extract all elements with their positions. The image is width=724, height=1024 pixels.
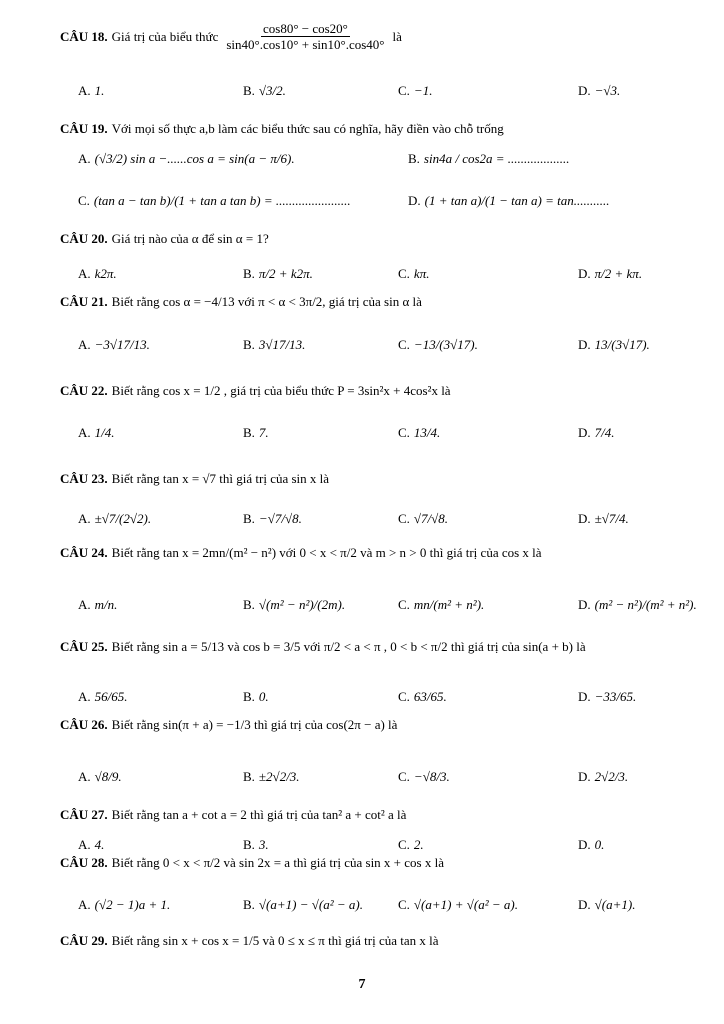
option-d[interactable]	[578, 512, 629, 525]
option-value: √8/9.	[94, 769, 122, 784]
option-letter: D.	[578, 837, 591, 852]
option-c[interactable]	[398, 838, 424, 851]
option-letter: A.	[78, 151, 91, 166]
question-label: CÂU 27.	[60, 807, 108, 822]
option-d[interactable]	[578, 838, 604, 851]
option-letter: B.	[243, 689, 255, 704]
option-letter: A.	[78, 266, 91, 281]
option-value: −3√17/13.	[94, 337, 150, 352]
question-text: Biết rằng tan x = 2mn/(m² − n²) với 0 < x < π/2 và m > n > 0 thì giá trị của cos x là	[111, 545, 542, 560]
option-letter: C.	[398, 266, 410, 281]
question-label: CÂU 25.	[60, 639, 108, 654]
option-letter: C.	[398, 83, 410, 98]
question-stem	[60, 718, 397, 731]
option-b[interactable]	[243, 838, 269, 851]
option-value: 2.	[413, 837, 424, 852]
option-value: (1 + tan a)/(1 − tan a) = tan...........	[424, 193, 610, 208]
option-value: √(a+1) + √(a² − a).	[413, 897, 518, 912]
question-text: Biết rằng sin a = 5/13 và cos b = 3/5 với π/2 < a < π , 0 < b < π/2 thì giá trị của sin(a + b) là	[111, 639, 586, 654]
option-letter: D.	[578, 83, 591, 98]
option-letter: D.	[578, 425, 591, 440]
question-stem	[60, 22, 402, 51]
option-value: √(a+1).	[594, 897, 636, 912]
option-a[interactable]	[78, 512, 151, 525]
option-b[interactable]	[408, 152, 570, 165]
option-d[interactable]	[578, 84, 620, 97]
option-d[interactable]	[408, 194, 609, 207]
option-b[interactable]	[243, 770, 300, 783]
option-value: 13/4.	[413, 425, 441, 440]
fraction-numerator: cos80° − cos20°	[262, 21, 348, 36]
option-letter: B.	[243, 83, 255, 98]
option-value: m/n.	[94, 597, 118, 612]
option-letter: D.	[578, 769, 591, 784]
option-letter: D.	[578, 689, 591, 704]
question-stem	[60, 295, 422, 308]
question-text: Biết rằng cos α = −4/13 với π < α < 3π/2, giá trị của sin α là	[111, 294, 422, 309]
option-letter: D.	[578, 511, 591, 526]
question-text: Giá trị nào của α để sin α = 1?	[111, 231, 269, 246]
option-value: −1.	[413, 83, 433, 98]
question-text: Biết rằng 0 < x < π/2 và sin 2x = a thì giá trị của sin x + cos x là	[111, 855, 444, 870]
option-value: −13/(3√17).	[413, 337, 478, 352]
question-text: Biết rằng sin(π + a) = −1/3 thì giá trị của cos(2π − a) là	[111, 717, 398, 732]
question-stem	[60, 232, 269, 245]
option-letter: B.	[408, 151, 420, 166]
option-value: −√7/√8.	[258, 511, 302, 526]
option-c[interactable]	[398, 598, 484, 611]
option-value: 3√17/13.	[258, 337, 306, 352]
option-letter: A.	[78, 769, 91, 784]
option-letter: D.	[408, 193, 421, 208]
question-text-after: là	[392, 29, 402, 44]
option-letter: C.	[398, 897, 410, 912]
option-a[interactable]	[78, 838, 104, 851]
option-letter: A.	[78, 689, 91, 704]
option-letter: C.	[398, 511, 410, 526]
option-c[interactable]	[398, 267, 429, 280]
option-d[interactable]	[578, 898, 635, 911]
question-stem	[60, 856, 444, 869]
option-value: (m² − n²)/(m² + n²).	[594, 597, 697, 612]
question-stem	[60, 546, 542, 559]
page-number: 7	[358, 977, 366, 992]
question-stem	[60, 122, 504, 135]
option-value: ±√7/4.	[594, 511, 629, 526]
fraction-denominator: sin40°.cos10° + sin10°.cos40°	[226, 37, 385, 52]
option-letter: A.	[78, 425, 91, 440]
option-a[interactable]	[78, 426, 115, 439]
option-b[interactable]	[243, 512, 302, 525]
option-letter: B.	[243, 266, 255, 281]
option-letter: B.	[243, 769, 255, 784]
option-a[interactable]	[78, 267, 117, 280]
option-c[interactable]	[398, 512, 448, 525]
option-a[interactable]	[78, 898, 170, 911]
question-stem	[60, 472, 329, 485]
option-letter: D.	[578, 597, 591, 612]
option-a[interactable]	[78, 84, 104, 97]
option-value: 0.	[594, 837, 605, 852]
option-value: ±2√2/3.	[258, 769, 300, 784]
option-a[interactable]	[78, 770, 122, 783]
option-a[interactable]	[78, 338, 150, 351]
option-c[interactable]	[78, 194, 351, 207]
question-label: CÂU 28.	[60, 855, 108, 870]
question-text: Biết rằng cos x = 1/2 , giá trị của biểu thức P = 3sin²x + 4cos²x là	[111, 383, 451, 398]
option-c[interactable]	[398, 898, 518, 911]
option-value: sin4a / cos2a = ...................	[423, 151, 570, 166]
option-letter: C.	[398, 597, 410, 612]
option-value: 7.	[258, 425, 269, 440]
question-text: Biết rằng sin x + cos x = 1/5 và 0 ≤ x ≤ π thì giá trị của tan x là	[111, 933, 439, 948]
option-value: √(m² − n²)/(2m).	[258, 597, 346, 612]
option-value: (√3/2) sin a −......cos a = sin(a − π/6).	[94, 151, 295, 166]
option-d[interactable]	[578, 338, 650, 351]
option-c[interactable]	[398, 770, 450, 783]
option-letter: D.	[578, 266, 591, 281]
option-letter: A.	[78, 597, 91, 612]
option-letter: A.	[78, 897, 91, 912]
option-value: 3.	[258, 837, 269, 852]
option-value: 7/4.	[594, 425, 615, 440]
question-label: CÂU 29.	[60, 933, 108, 948]
option-a[interactable]	[78, 690, 128, 703]
option-letter: A.	[78, 337, 91, 352]
question-text: Giá trị của biểu thức	[111, 29, 219, 44]
option-value: 4.	[94, 837, 105, 852]
question-label: CÂU 19.	[60, 121, 108, 136]
option-value: (√2 − 1)a + 1.	[94, 897, 171, 912]
option-value: mn/(m² + n²).	[413, 597, 485, 612]
option-b[interactable]	[243, 426, 269, 439]
question-label: CÂU 26.	[60, 717, 108, 732]
option-d[interactable]	[578, 690, 636, 703]
option-value: √(a+1) − √(a² − a).	[258, 897, 363, 912]
option-b[interactable]	[243, 267, 313, 280]
option-a[interactable]	[78, 598, 117, 611]
question-label: CÂU 23.	[60, 471, 108, 486]
option-value: 1.	[94, 83, 105, 98]
question-label: CÂU 20.	[60, 231, 108, 246]
question-stem	[60, 640, 586, 653]
option-c[interactable]	[398, 338, 478, 351]
option-value: 13/(3√17).	[594, 337, 650, 352]
option-value: 0.	[258, 689, 269, 704]
question-text: Biết rằng tan a + cot a = 2 thì giá trị của tan² a + cot² a là	[111, 807, 407, 822]
option-value: 1/4.	[94, 425, 115, 440]
expression-fraction	[224, 22, 386, 51]
option-value: kπ.	[413, 266, 430, 281]
question-text: Với mọi số thực a,b làm các biểu thức sau có nghĩa, hãy điền vào chỗ trống	[111, 121, 504, 136]
question-text: Biết rằng tan x = √7 thì giá trị của sin x là	[111, 471, 330, 486]
option-value: −33/65.	[594, 689, 637, 704]
question-stem	[60, 934, 439, 947]
option-letter: D.	[578, 337, 591, 352]
option-letter: A.	[78, 511, 91, 526]
option-letter: A.	[78, 837, 91, 852]
option-letter: C.	[398, 769, 410, 784]
option-b[interactable]	[243, 338, 305, 351]
option-value: 63/65.	[413, 689, 447, 704]
question-label: CÂU 24.	[60, 545, 108, 560]
option-b[interactable]	[243, 84, 286, 97]
question-stem	[60, 808, 406, 821]
option-letter: B.	[243, 897, 255, 912]
option-value: (tan a − tan b)/(1 + tan a tan b) = .......................	[93, 193, 351, 208]
question-label: CÂU 18.	[60, 29, 108, 44]
option-letter: B.	[243, 337, 255, 352]
option-c[interactable]	[398, 690, 447, 703]
option-letter: C.	[398, 425, 410, 440]
option-letter: C.	[398, 689, 410, 704]
option-value: √7/√8.	[413, 511, 449, 526]
option-value: √3/2.	[258, 83, 286, 98]
option-b[interactable]	[243, 598, 345, 611]
option-letter: C.	[398, 337, 410, 352]
option-d[interactable]	[578, 770, 628, 783]
option-letter: C.	[78, 193, 90, 208]
option-value: 56/65.	[94, 689, 128, 704]
option-letter: B.	[243, 597, 255, 612]
option-d[interactable]	[578, 426, 615, 439]
option-letter: C.	[398, 837, 410, 852]
option-b[interactable]	[243, 898, 363, 911]
option-d[interactable]	[578, 267, 642, 280]
option-c[interactable]	[398, 84, 432, 97]
question-label: CÂU 22.	[60, 383, 108, 398]
option-value: −√3.	[594, 83, 621, 98]
option-letter: B.	[243, 511, 255, 526]
option-value: 2√2/3.	[594, 769, 629, 784]
option-value: k2π.	[94, 266, 117, 281]
option-value: ±√7/(2√2).	[94, 511, 152, 526]
option-letter: B.	[243, 425, 255, 440]
option-c[interactable]	[398, 426, 440, 439]
option-letter: A.	[78, 83, 91, 98]
option-letter: B.	[243, 837, 255, 852]
option-value: π/2 + kπ.	[594, 266, 643, 281]
option-letter: D.	[578, 897, 591, 912]
option-value: π/2 + k2π.	[258, 266, 313, 281]
option-a[interactable]	[78, 152, 295, 165]
option-value: −√8/3.	[413, 769, 450, 784]
option-d[interactable]	[578, 598, 697, 611]
option-b[interactable]	[243, 690, 269, 703]
question-stem	[60, 384, 451, 397]
question-label: CÂU 21.	[60, 294, 108, 309]
